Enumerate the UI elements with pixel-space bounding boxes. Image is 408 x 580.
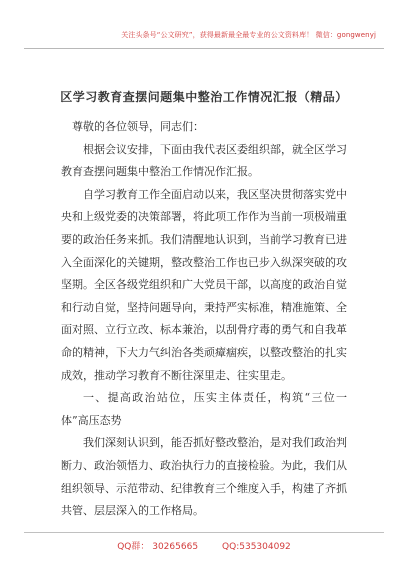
footer-contact bbox=[24, 539, 384, 552]
paragraph-overview: 自学习教育工作全面启动以来，我区坚决贯彻落实党中央和上级党委的决策部署，将此项工作作为当前一项极端重要的政治任务来抓。我们清醒地认识到，当前学习教育已进入全面深化的关键期，整改整治工作也已步入纵深突破的攻坚期。全区各级党组织和广大党员干部，以高度的政治自觉和行动自觉，坚持问题导向，秉持严实标准，精准施策、全面对照、立行立改、标本兼治，以刮骨疗毒的勇气和自我革命的精神，下大力气纠治各类顽瘴痼疾，以整改整治的扎实成效，推动学习教育不断往深里走、往实里走。 bbox=[61, 187, 347, 382]
document-body bbox=[61, 116, 347, 523]
header-notice: 关注头条号“公文研究”，获得最新最全最专业的公文资料库！ 微信：gongwenyj bbox=[121, 31, 376, 39]
document-title: 区学习教育查摆问题集中整治工作情况汇报（精品） bbox=[60, 90, 348, 104]
paragraph-intro: 根据会议安排，下面由我代表区委组织部，就全区学习教育查摆问题集中整治工作情况作汇报。 bbox=[61, 142, 347, 179]
paragraph-section-1: 我们深刻认识到，能否抓好整改整治，是对我们政治判断力、政治领悟力、政治执行力的直接检验。为此，我们从组织领导、示范带动、纪律教育三个维度入手，构建了齐抓共管、层层深入的工作格局。 bbox=[61, 436, 347, 518]
footer-qq-group: QQ群： 30265665 bbox=[117, 542, 199, 552]
section-heading-1: 一、提高政治站位，压实主体责任，构筑“三位一体”高压态势 bbox=[61, 391, 347, 427]
paragraph-salutation: 尊敬的各位领导，同志们： bbox=[72, 120, 204, 133]
page-header bbox=[24, 24, 384, 49]
footer-qq-number: QQ:535304092 bbox=[222, 542, 291, 552]
page-footer bbox=[24, 532, 384, 553]
